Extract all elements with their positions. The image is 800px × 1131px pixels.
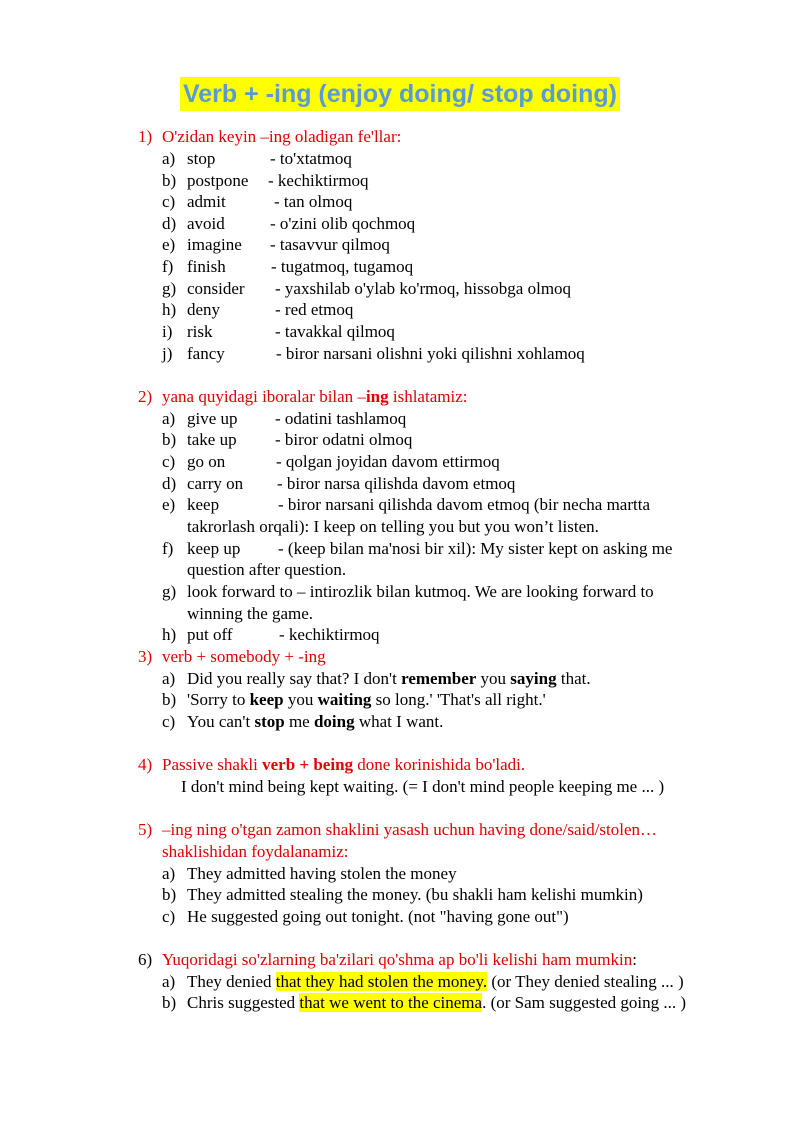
item-sentence: They admitted stealing the money. (bu shakli ham kelishi mumkin) xyxy=(187,885,643,904)
item-meaning: - kechiktirmoq xyxy=(279,625,380,644)
item-term: finish xyxy=(187,257,226,276)
section-heading-text: O'zidan keyin –ing oladigan fe'llar: xyxy=(162,127,402,146)
item-term: admit xyxy=(187,192,226,211)
item-meaning: - (keep bilan ma'nosi bir xil): My sister kept on asking me xyxy=(278,539,673,558)
item-term: postpone xyxy=(187,171,249,190)
item-meaning: - biror narsa qilishda davom etmoq xyxy=(277,474,516,493)
item-sentence: Chris suggested that we went to the cinema. (or Sam suggested going ... ) xyxy=(187,993,687,1012)
item-sentence: 'Sorry to keep you waiting so long.' 'That's all right.' xyxy=(187,690,546,709)
item-letter: a) xyxy=(162,669,176,688)
item-letter: g) xyxy=(162,279,177,298)
section-heading-text: verb + somebody + -ing xyxy=(162,647,326,666)
document-page: Verb + -ing (enjoy doing/ stop doing) 1) O'zidan keyin –ing oladigan fe'llar: a) stop - to'xtatmoq b) postpone - kechiktirmoq c) admit - tan olmoq d) avoid - o'zini olib qochmoq e) imagine - tasavvur qilmoq f) finish - tugatmoq, tugamoq g) consider - yaxshilab o'ylab ko'rmoq, hissobga olmoq h) deny - red etmoq i) risk - tavakkal qilmoq j) fancy - biror narsani olishni yoki qilishni xohlamoq 2) yana quyidagi iboralar bilan –ing ishlatamiz: a) give up - odatini tashlamoq b) take up - biror odatni olmoq c) go on - qolgan joyidan davom ettirmoq d) carry on - biror narsa qilishda davom etmoq e) keep - biror narsani qilishda davom etmoq (bir necha martta takrorlash orqali): I keep on telling you but you won’t listen. f) keep up - (keep bilan ma'nosi bir xil): My sister kept on asking me question after question. g) look forward to – intirozlik bilan kutmoq. We are looking forward to winning the game. h) put off - kechiktirmoq 3) verb + somebody + -ing a) Did you really say that? I don't remember you saying that. b) 'Sorry to keep you waiting so long.' 'That's all right.' c) You can't stop me doing what I want. 4) Passive shakli verb + being done korinishida bo'ladi. I don't mind being kept waiting. (= I don't mind people keeping me ... ) 5) –ing ning o'tgan zamon shaklini yasash uchun having done/said/stolen… shaklishidan foydalanamiz: a) They admitted having stolen the money b) They admitted stealing the money. (bu shakli ham kelishi mumkin) c) He suggested going out tonight. (not "having gone out") 6) Yuqoridagi so'zlarning ba'zilari qo'shma ap bo'li kelishi ham mumkin: a) They denied that they had stolen the money. (or They denied stealing ... ) b) Chris suggested that we went to the cinema. (or Sam suggested going ... ) xyxy=(0,0,800,1131)
item-letter: c) xyxy=(162,907,176,926)
item-term: go on xyxy=(187,452,226,471)
item-term: carry on xyxy=(187,474,244,493)
item-meaning: - biror narsani qilishda davom etmoq (bir necha martta xyxy=(278,495,650,514)
item-letter: a) xyxy=(162,972,176,991)
item-meaning: - biror odatni olmoq xyxy=(275,430,413,449)
item-term: consider xyxy=(187,279,245,298)
section-heading-text: yana quyidagi iboralar bilan –ing ishlatamiz: xyxy=(162,387,468,406)
section-number: 2) xyxy=(138,387,153,406)
item-letter: e) xyxy=(162,495,176,514)
item-term: give up xyxy=(187,409,238,428)
item-meaning: - o'zini olib qochmoq xyxy=(270,214,416,233)
item-meaning: - tan olmoq xyxy=(274,192,353,211)
item-meaning: - yaxshilab o'ylab ko'rmoq, hissobga olmoq xyxy=(275,279,572,298)
item-sentence: He suggested going out tonight. (not "having gone out") xyxy=(187,907,569,926)
item-letter: b) xyxy=(162,171,177,190)
section-number: 5) xyxy=(138,820,153,839)
section-heading-text: Passive shakli verb + being done korinishida bo'ladi. xyxy=(162,755,526,774)
item-term: take up xyxy=(187,430,237,449)
item-letter: c) xyxy=(162,192,176,211)
item-sentence: You can't stop me doing what I want. xyxy=(187,712,444,731)
item-sentence: Did you really say that? I don't remember you saying that. xyxy=(187,669,591,688)
item-term: imagine xyxy=(187,235,242,254)
item-letter: d) xyxy=(162,214,177,233)
item-letter: a) xyxy=(162,149,176,168)
item-term: deny xyxy=(187,300,221,319)
item-letter: b) xyxy=(162,690,177,709)
item-letter: f) xyxy=(162,257,174,276)
item-sentence: They admitted having stolen the money xyxy=(187,864,457,883)
item-letter: b) xyxy=(162,430,177,449)
item-letter: c) xyxy=(162,712,176,731)
section-number: 1) xyxy=(138,127,153,146)
item-term: put off xyxy=(187,625,233,644)
item-term: look forward to – intirozlik bilan kutmoq. We are looking forward to xyxy=(187,582,654,601)
item-letter: h) xyxy=(162,625,177,644)
item-letter: a) xyxy=(162,409,176,428)
item-term: keep up xyxy=(187,539,241,558)
item-term: avoid xyxy=(187,214,225,233)
item-letter: b) xyxy=(162,885,177,904)
item-letter: g) xyxy=(162,582,177,601)
highlighted-clause: that they had stolen the money. xyxy=(275,972,488,991)
item-letter: b) xyxy=(162,993,177,1012)
item-term: stop xyxy=(187,149,216,168)
section-heading-text: Yuqoridagi so'zlarning ba'zilari qo'shma ap bo'li kelishi ham mumkin: xyxy=(162,950,637,969)
item-meaning: - red etmoq xyxy=(275,300,354,319)
item-meaning: - biror narsani olishni yoki qilishni xohlamoq xyxy=(276,344,585,363)
section-number: 4) xyxy=(138,755,153,774)
item-letter: d) xyxy=(162,474,177,493)
item-letter: c) xyxy=(162,452,176,471)
item-letter: i) xyxy=(162,322,173,341)
item-meaning: - to'xtatmoq xyxy=(270,149,352,168)
item-term: keep xyxy=(187,495,220,514)
item-meaning: - tasavvur qilmoq xyxy=(270,235,390,254)
item-meaning: - tugatmoq, tugamoq xyxy=(271,257,414,276)
page-title: Verb + -ing (enjoy doing/ stop doing) xyxy=(180,77,620,111)
item-meaning: - odatini tashlamoq xyxy=(275,409,407,428)
item-meaning: - tavakkal qilmoq xyxy=(275,322,395,341)
title-wrap xyxy=(0,77,800,111)
highlighted-clause: that we went to the cinema xyxy=(299,993,483,1012)
section-heading-text: –ing ning o'tgan zamon shaklini yasash uchun having done/said/stolen… xyxy=(162,820,658,839)
item-meaning: - qolgan joyidan davom ettirmoq xyxy=(276,452,500,471)
item-sentence: They denied that they had stolen the money. (or They denied stealing ... ) xyxy=(187,972,684,991)
item-term: fancy xyxy=(187,344,225,363)
item-letter: e) xyxy=(162,235,176,254)
item-letter: j) xyxy=(162,344,173,363)
item-term: risk xyxy=(187,322,213,341)
section-number: 6) xyxy=(138,950,153,969)
item-letter: f) xyxy=(162,539,174,558)
item-letter: h) xyxy=(162,300,177,319)
section-number: 3) xyxy=(138,647,153,666)
item-letter: a) xyxy=(162,864,176,883)
item-meaning: - kechiktirmoq xyxy=(268,171,369,190)
